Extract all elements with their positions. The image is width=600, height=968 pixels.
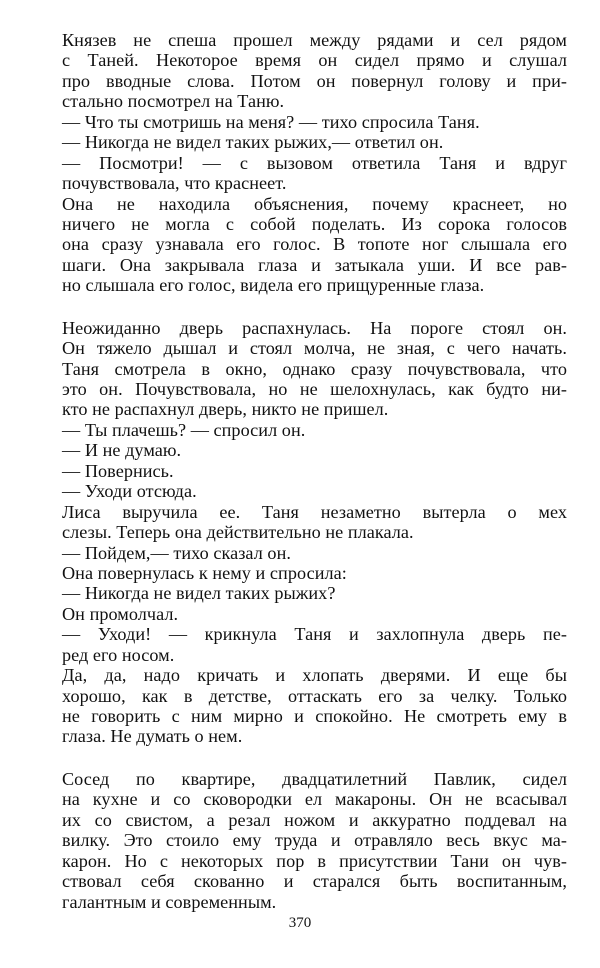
paragraph	[62, 604, 567, 624]
text-line: с Таней. Некоторое время он сидел прямо и слушал	[62, 50, 567, 71]
text-line: стально посмотрел на Таню.	[62, 91, 285, 112]
text-line: ничего не могла с собой поделать. Из сорока голосов	[62, 213, 567, 234]
document-page	[62, 30, 567, 912]
text-line: — Уходи! — крикнула Таня и захлопнула дверь пе-	[62, 624, 567, 645]
paragraph	[62, 502, 567, 543]
text-line: Она повернулась к нему и спросила:	[62, 562, 347, 583]
paragraph-gap	[62, 296, 567, 318]
text-line: кто не распахнул дверь, никто не пришел.	[62, 399, 389, 420]
text-line: вилку. Это стоило ему труда и отравляло весь вкус ма-	[62, 830, 567, 851]
text-line: Таня смотрела в окно, однако сразу почувствовала, что	[62, 358, 567, 379]
paragraph	[62, 563, 567, 583]
text-line: их со свистом, а резал ножом и аккуратно поддевал на	[62, 809, 567, 830]
text-line: Он тяжело дышал и стоял молча, не зная, с чего начать.	[62, 338, 567, 359]
text-line: хорошо, как в детстве, оттаскать его за челку. Только	[62, 685, 567, 706]
text-line: не говорить с ним мирно и спокойно. Не смотреть ему в	[62, 706, 567, 726]
paragraph	[62, 543, 567, 563]
paragraph	[62, 665, 567, 747]
text-line: — Ты плачешь? — спросил он.	[62, 419, 306, 440]
text-line: — Что ты смотришь на меня? — тихо спросила Таня.	[62, 111, 480, 132]
text-line: почувствовала, что краснеет.	[62, 173, 287, 194]
paragraph	[62, 420, 567, 440]
text-line: — Пойдем,— тихо сказал он.	[62, 542, 291, 563]
text-line: карон. Но с некоторых пор в присутствии Тани он чув-	[62, 850, 567, 871]
paragraph	[62, 461, 567, 481]
text-line: глаза. Не думать о нем.	[62, 726, 243, 747]
paragraph	[62, 318, 567, 420]
text-line: про вводные слова. Потом он повернул голову и при-	[62, 70, 567, 91]
paragraph	[62, 132, 567, 152]
text-line: — Посмотри! — с вызовом ответила Таня и вдруг	[62, 152, 567, 173]
paragraph	[62, 194, 567, 296]
text-line: галантным и современным.	[62, 891, 277, 912]
text-line: ствовал себя скованно и старался быть воспитанным,	[62, 871, 567, 892]
text-line: Неожиданно дверь распахнулась. На пороге стоял он.	[62, 317, 567, 338]
paragraph-gap	[62, 747, 567, 769]
paragraph	[62, 481, 567, 501]
text-line: Сосед по квартире, двадцатилетний Павлик, сидел	[62, 768, 567, 789]
text-line: — Никогда не видел таких рыжих?	[62, 583, 336, 604]
paragraph	[62, 583, 567, 603]
paragraph	[62, 769, 567, 912]
text-line: Князев не спеша прошел между рядами и сел рядом	[62, 30, 567, 50]
text-line: Она не находила объяснения, почему краснеет, но	[62, 193, 567, 214]
text-line: ред его носом.	[62, 644, 175, 665]
text-line: она сразу узнавала его голос. В топоте ног слышала его	[62, 234, 567, 255]
paragraph	[62, 112, 567, 132]
text-line: слезы. Теперь она действительно не плакала.	[62, 522, 414, 543]
text-line: шаги. Она закрывала глаза и затыкала уши. И все рав-	[62, 254, 567, 275]
text-line: Да, да, надо кричать и хлопать дверями. И еще бы	[62, 665, 567, 686]
paragraph	[62, 153, 567, 194]
paragraph	[62, 30, 567, 112]
page-number: 370	[288, 915, 312, 931]
text-line: — Повернись.	[62, 460, 174, 481]
text-line: Он промолчал.	[62, 603, 179, 624]
paragraph	[62, 440, 567, 460]
text-line: — Уходи отсюда.	[62, 481, 197, 502]
text-line: — И не думаю.	[62, 440, 182, 461]
text-line: на кухне и со сковородки ел макароны. Он не всасывал	[62, 789, 567, 810]
paragraph	[62, 624, 567, 665]
text-line: это он. Почувствовала, но не шелохнулась, как будто ни-	[62, 379, 567, 399]
text-line: Лиса выручила ее. Таня незаметно вытерла о мех	[62, 501, 567, 522]
text-line: — Никогда не видел таких рыжих,— ответил он.	[62, 132, 444, 153]
text-line: но слышала его голос, видела его прищуренные глаза.	[62, 275, 485, 296]
